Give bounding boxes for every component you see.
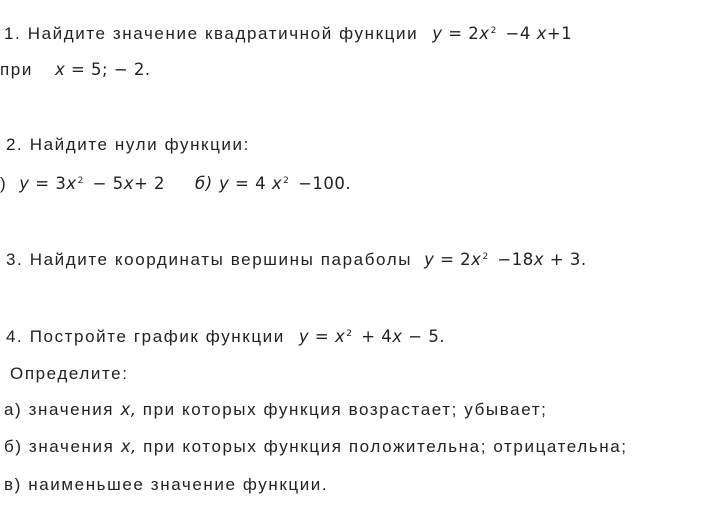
determine-label: Определите: <box>10 364 129 383</box>
item-b-var: x, <box>120 437 137 456</box>
task-4-item-c <box>4 475 328 495</box>
task-2-b-formula: y = 4 $x^2 -100$. <box>218 174 352 193</box>
task-2-a-label: ) <box>0 174 8 193</box>
task-1-formula: $y = 2x^2 -4$ x+1 <box>432 24 573 43</box>
task-2-formulas-line <box>0 174 351 194</box>
task-4-determine <box>10 364 129 384</box>
task-4-item-a <box>4 400 547 420</box>
item-c-text: в) наименьшее значение функции. <box>4 475 329 494</box>
task-2-text: 2. Найдите нули функции: <box>6 135 250 154</box>
task-4-text: 4. Постройте график функции <box>6 327 285 346</box>
task-1-prefix: при <box>0 60 33 79</box>
task-1-text: 1. Найдите значение квадратичной функции <box>4 24 419 43</box>
task-2-line <box>6 135 250 155</box>
task-2-a-formula: $y = 3x^2 - 5x+ 2$ <box>19 174 166 193</box>
task-3-line <box>6 250 587 270</box>
task-1-values-line <box>0 60 151 80</box>
task-1-line <box>4 24 572 44</box>
item-b-rest: при которых функция положительна; отрицательна; <box>143 437 628 456</box>
item-a-var: x, <box>120 400 137 419</box>
task-3-formula: $y = 2x^2 -18x + 3$. <box>424 250 587 269</box>
item-a-prefix: а) значения <box>4 400 115 419</box>
task-4-item-b <box>4 437 628 457</box>
task-1-values: x = 5; − 2. <box>54 60 151 79</box>
task-4-line <box>6 327 445 347</box>
item-b-prefix: б) значения <box>4 437 115 456</box>
item-a-rest: при которых функция возрастает; убывает; <box>142 400 548 419</box>
task-2-b-label: б) <box>195 174 213 193</box>
task-4-formula: $y = x^2 + 4x - 5$. <box>298 327 446 346</box>
task-3-text: 3. Найдите координаты вершины параболы <box>6 250 413 269</box>
